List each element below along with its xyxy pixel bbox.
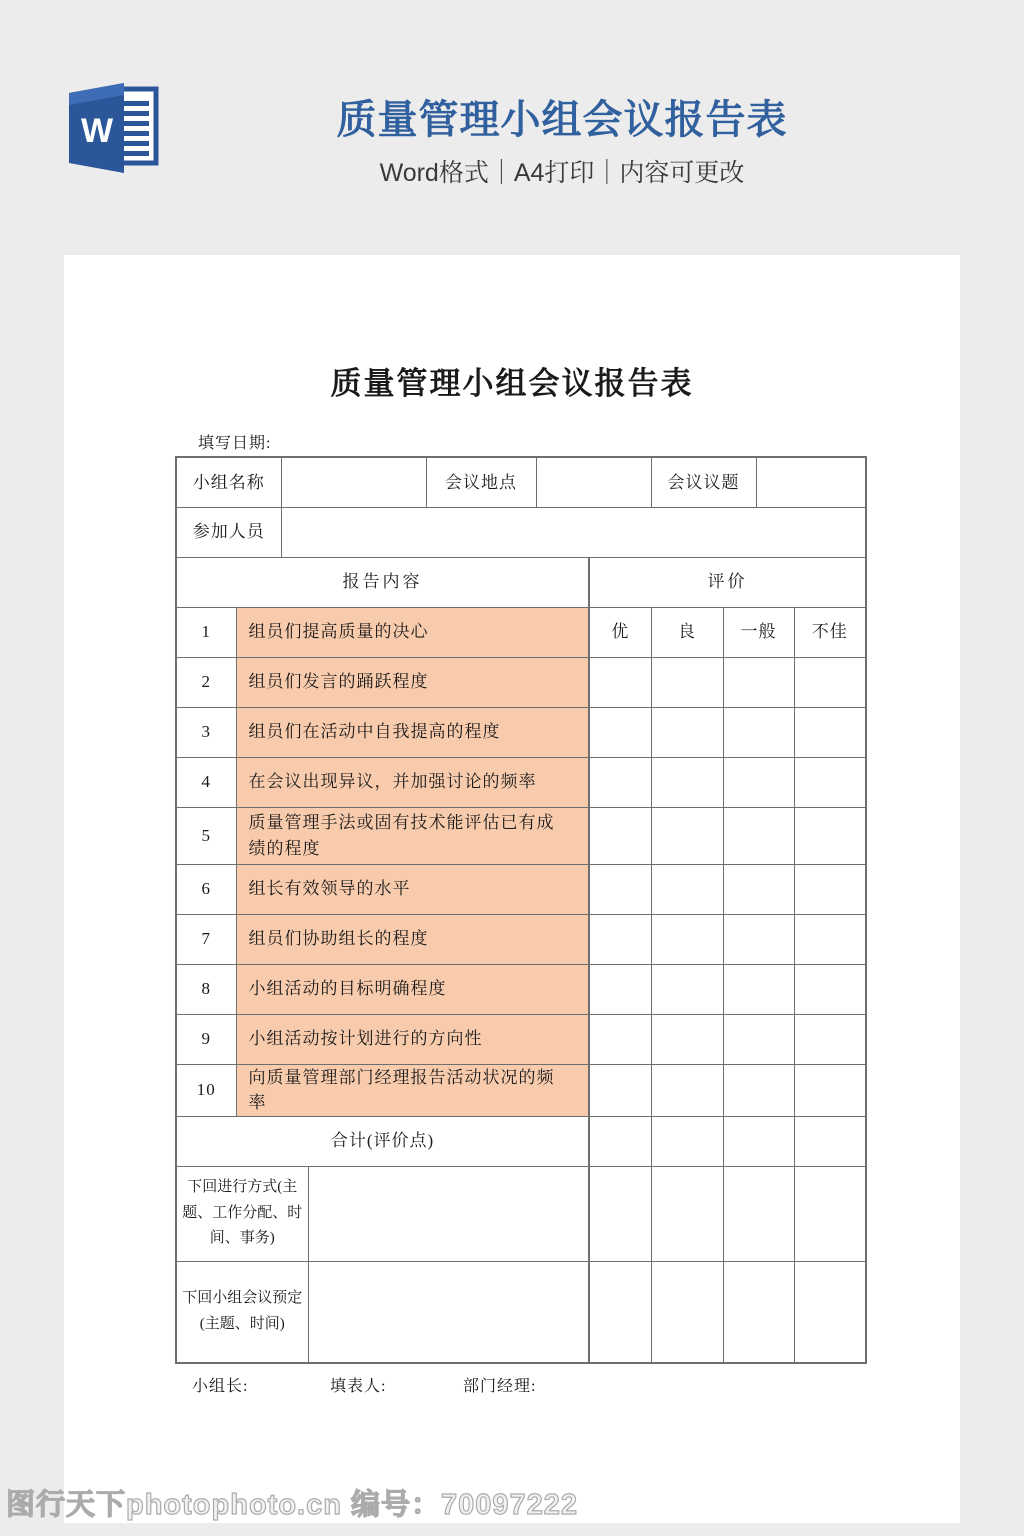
- fill-cell[interactable]: [651, 1166, 723, 1261]
- group-name-fill-cell[interactable]: [281, 457, 426, 507]
- rating-fill-cell[interactable]: [723, 707, 794, 757]
- item-text: 在会议出现异议，并加强讨论的频率: [236, 757, 589, 807]
- signature-line: [175, 1371, 865, 1397]
- rating-fill-cell[interactable]: [651, 657, 723, 707]
- item-text: 向质量管理部门经理报告活动状况的频率: [236, 1064, 589, 1116]
- next-meeting-row: [176, 1261, 866, 1363]
- rating-fill-cell[interactable]: [651, 914, 723, 964]
- item-number: 2: [176, 657, 236, 707]
- total-label: 合计(评价点): [176, 1116, 589, 1166]
- rating-fill-cell[interactable]: [651, 964, 723, 1014]
- item-number: 7: [176, 914, 236, 964]
- header-subtitle: Word格式｜A4打印｜内容可更改: [379, 159, 745, 187]
- item-text: 组员们提高质量的决心: [236, 607, 589, 657]
- location-fill-cell[interactable]: [536, 457, 651, 507]
- fill-cell[interactable]: [794, 1166, 866, 1261]
- rating-fill-cell[interactable]: [651, 757, 723, 807]
- rating-fill-cell[interactable]: [723, 1064, 794, 1116]
- group-leader-label: 小组长:: [192, 1378, 249, 1395]
- fill-cell[interactable]: [723, 1261, 794, 1363]
- rating-fill-cell[interactable]: [723, 757, 794, 807]
- svg-text:W: W: [80, 112, 114, 150]
- topic-fill-cell[interactable]: [756, 457, 866, 507]
- item-number: 10: [176, 1064, 236, 1116]
- site-watermark: 图行天下photophoto.cn 编号：70097222: [6, 1489, 579, 1521]
- rating-fill-cell[interactable]: [794, 964, 866, 1014]
- item-number: 4: [176, 757, 236, 807]
- item-row-8: [176, 964, 866, 1014]
- next-meeting-label: 下回小组会议预定(主题、时间): [176, 1261, 308, 1363]
- rating-fill-cell[interactable]: [589, 914, 651, 964]
- rating-label-good: 良: [651, 607, 723, 657]
- item-row-2: [176, 657, 866, 707]
- rating-fill-cell[interactable]: [794, 1064, 866, 1116]
- rating-fill-cell[interactable]: [723, 914, 794, 964]
- header-title: 质量管理小组会议报告表: [336, 98, 788, 142]
- fill-cell[interactable]: [589, 1166, 651, 1261]
- rating-fill-cell[interactable]: [723, 807, 794, 864]
- rating-fill-cell[interactable]: [794, 757, 866, 807]
- rating-fill-cell[interactable]: [651, 807, 723, 864]
- rating-fill-cell[interactable]: [589, 657, 651, 707]
- total-fill-cell[interactable]: [589, 1116, 651, 1166]
- document-page: [64, 255, 960, 1523]
- rating-fill-cell[interactable]: [589, 964, 651, 1014]
- rating-fill-cell[interactable]: [651, 864, 723, 914]
- fill-cell[interactable]: [651, 1261, 723, 1363]
- rating-fill-cell[interactable]: [723, 964, 794, 1014]
- item-row-5: [176, 807, 866, 864]
- item-row-6: [176, 864, 866, 914]
- item-row-3: [176, 707, 866, 757]
- report-table: [175, 456, 867, 1364]
- participants-fill-cell[interactable]: [281, 507, 866, 557]
- rating-fill-cell[interactable]: [723, 1014, 794, 1064]
- item-number: 3: [176, 707, 236, 757]
- participants-row: [176, 507, 866, 557]
- next-method-row: [176, 1166, 866, 1261]
- fill-cell[interactable]: [794, 1261, 866, 1363]
- rating-fill-cell[interactable]: [589, 807, 651, 864]
- rating-fill-cell[interactable]: [794, 1014, 866, 1064]
- section-header-row: [176, 557, 866, 607]
- item-text: 组员们协助组长的程度: [236, 914, 589, 964]
- item-number: 6: [176, 864, 236, 914]
- site-header: [0, 0, 1024, 255]
- rating-fill-cell[interactable]: [589, 1014, 651, 1064]
- total-fill-cell[interactable]: [794, 1116, 866, 1166]
- form-filler-label: 填表人:: [330, 1378, 387, 1395]
- item-number: 1: [176, 607, 236, 657]
- rating-label-average: 一般: [723, 607, 794, 657]
- rating-label-excellent: 优: [589, 607, 651, 657]
- item-row-4: [176, 757, 866, 807]
- rating-fill-cell[interactable]: [794, 657, 866, 707]
- participants-label: 参加人员: [176, 507, 281, 557]
- group-name-label: 小组名称: [176, 457, 281, 507]
- rating-fill-cell[interactable]: [589, 757, 651, 807]
- item-text: 质量管理手法或固有技术能评估已有成绩的程度: [236, 807, 589, 864]
- item-number: 9: [176, 1014, 236, 1064]
- next-method-fill-cell[interactable]: [308, 1166, 589, 1261]
- item-row-9: [176, 1014, 866, 1064]
- fill-cell[interactable]: [589, 1261, 651, 1363]
- item-row-10: [176, 1064, 866, 1116]
- rating-fill-cell[interactable]: [794, 707, 866, 757]
- item-text: 组长有效领导的水平: [236, 864, 589, 914]
- report-content-header: 报告内容: [176, 557, 589, 607]
- rating-fill-cell[interactable]: [794, 914, 866, 964]
- document-title: 质量管理小组会议报告表: [330, 366, 694, 401]
- next-meeting-fill-cell[interactable]: [308, 1261, 589, 1363]
- rating-fill-cell[interactable]: [651, 707, 723, 757]
- total-fill-cell[interactable]: [651, 1116, 723, 1166]
- rating-label-poor: 不佳: [794, 607, 866, 657]
- item-number: 5: [176, 807, 236, 864]
- department-manager-label: 部门经理:: [463, 1378, 537, 1395]
- item-row-7: [176, 914, 866, 964]
- total-fill-cell[interactable]: [723, 1116, 794, 1166]
- next-method-label: 下回进行方式(主题、工作分配、时间、事务): [176, 1166, 308, 1261]
- rating-fill-cell[interactable]: [589, 707, 651, 757]
- rating-fill-cell[interactable]: [589, 1064, 651, 1116]
- fill-date-label: 填写日期:: [198, 435, 272, 452]
- rating-fill-cell[interactable]: [589, 864, 651, 914]
- item-text: 小组活动按计划进行的方向性: [236, 1014, 589, 1064]
- location-label: 会议地点: [426, 457, 536, 507]
- fill-cell[interactable]: [723, 1166, 794, 1261]
- info-row: [176, 457, 866, 507]
- item-number: 8: [176, 964, 236, 1014]
- rating-fill-cell[interactable]: [651, 1014, 723, 1064]
- rating-fill-cell[interactable]: [723, 864, 794, 914]
- rating-fill-cell[interactable]: [651, 1064, 723, 1116]
- item-text: 组员们发言的踊跃程度: [236, 657, 589, 707]
- total-row: [176, 1116, 866, 1166]
- rating-fill-cell[interactable]: [794, 864, 866, 914]
- item-row-1: [176, 607, 866, 657]
- item-text: 组员们在活动中自我提高的程度: [236, 707, 589, 757]
- rating-fill-cell[interactable]: [794, 807, 866, 864]
- evaluation-header: 评价: [589, 557, 866, 607]
- rating-fill-cell[interactable]: [723, 657, 794, 707]
- topic-label: 会议议题: [651, 457, 756, 507]
- item-text: 小组活动的目标明确程度: [236, 964, 589, 1014]
